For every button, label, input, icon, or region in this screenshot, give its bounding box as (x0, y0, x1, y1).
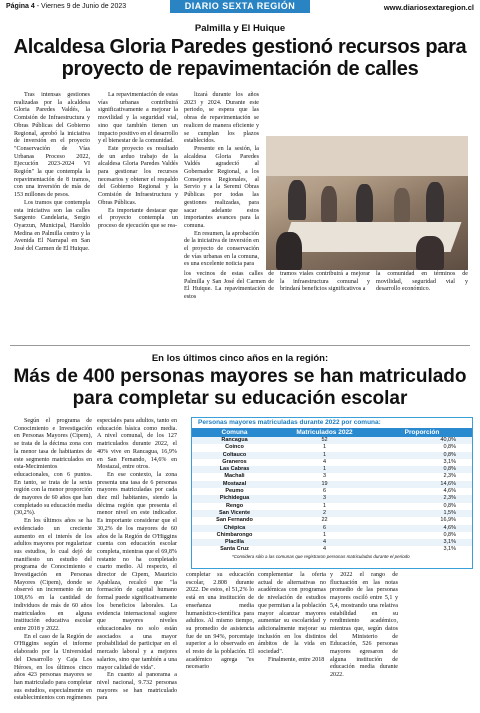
table-cell: 4,6% (443, 488, 456, 495)
table-cell: Rancagua (221, 437, 248, 443)
article2-column-5: y 2022 el rango de fluctuación en las notas promedio de las personas mayores osciló entre 5,1 y 5,4, mostrando una relativa estabilidad en su rendimiento académico, mientras que, según datos del Ministerio de Educación, 526 personas mayores egresaron de alguna institución de educación media durante 2022. (330, 572, 398, 679)
table-cell: 0,8% (443, 466, 456, 473)
newspaper-brand: DIARIO SEXTA REGIÓN (170, 0, 310, 13)
enrollment-table (191, 417, 473, 569)
table-cell: 1 (322, 531, 327, 538)
table-cell: 1 (322, 444, 327, 451)
table-cell: 3,1% (443, 546, 456, 553)
article1-column-3: lizará durante los años 2023 y 2024. Durante este periodo, se espera que las obras de repavimentación se realicen de manera eficiente y se cumplan los plazos establecidos. Presente en la sesión, la alcaldesa Gloria Paredes Valdés agradeció al Gobernador Regional, a los Consejeros Regionales, al Servio y a la Seremi Obras Públicas por todas las gestiones realizadas, para sacar adelante estos importantes avances para la comuna. En resumen, la aprobación de la iniciativa de inversión en el proyecto de conservación de vías urbanas en la comuna, es una excelente noticia para (184, 92, 259, 268)
table-row (192, 495, 472, 502)
table-cell: 4 (322, 546, 327, 553)
table-cell: Coltauco (222, 451, 247, 458)
article1-headline: Alcaldesa Gloria Paredes gestionó recursos para proyecto de repavimentación de calles (13, 36, 467, 80)
table-cell: 0,8% (443, 451, 456, 458)
table-row (192, 488, 472, 495)
table-body (192, 437, 472, 554)
article2-kicker: En los últimos cinco años en la región: (151, 353, 329, 364)
table-cell: Graneros (222, 458, 247, 465)
table-cell: 22 (321, 517, 328, 524)
article2-column-3: completar su educación escolar, 2.808 durante 2022. De estos, el 51,2% lo está en una institución de enseñanza media humanístico-científica para adultos. Al mismo tiempo, su promedio de asistencia fue de un 94%, porcentaje superior a lo observado en el resto de la población. El académico agrega "es necesario (186, 572, 254, 671)
page-number: Página 4 - Viernes 9 de Junio de 2023 (6, 3, 127, 10)
table-cell: 6 (322, 488, 327, 495)
table-cell: 16,9% (440, 517, 456, 524)
table-row (192, 437, 472, 444)
table-cell: 1,5% (443, 509, 456, 516)
table-cell: Chépica (223, 524, 246, 531)
table-title: Personas mayores matriculadas durante 2022 por comuna: (192, 418, 472, 428)
table-cell: Mostazal (222, 480, 247, 487)
table-row (192, 473, 472, 480)
table-cell: 3,1% (443, 458, 456, 465)
table-cell: San Fernando (216, 517, 253, 524)
table-footnote: *Considera sólo a las comunas que registraron personas matriculadas durante el periodo (232, 553, 410, 559)
article1-column-5: tramos viales contribuirá a mejorar la infraestructura comunal y brindará beneficios significativos a (280, 271, 370, 293)
article2-column-1: Según el programa de Conocimiento e Investigación en Personas Mayores (Cipem), se trata de la décima zona con la menor tasa de habitantes de este segmento matriculados en esta-Mecimientos educacionales, con 6 puntos. En tanto, se trata de la sexta región con la menor proporción de mayores de 60 años que han completado su educación media (30,2%). En los últimos años se ha evidenciado un creciente aumento en el interés de los adultos mayores por regularizar sus estudios, lo cual dejó de manifiesto un estudio del programa de Conocimiento e Investigación en Personas Mayores (Cipem), donde se observó un incremento de un 108,6% en la cantidad de individuos de más de 60 años matriculados en alguna institución educativa escolar entre 2018 y 2022. En el caso de la Región de O'Higgins según el informe elaborado por la Universidad del Desarrollo y Caja Los Héroes, en los últimos cinco años 423 personas mayores se han matriculado para completar sus estudios, especialmente en establecimientos con regímenes (14, 418, 93, 702)
table-cell: 4 (322, 458, 327, 465)
table-cell: 3 (322, 495, 327, 502)
table-row (192, 525, 472, 532)
table-cell: Rengo (225, 502, 244, 509)
table-cell: Las Cabras (219, 466, 250, 473)
article1-column-2: La repavimentación de estas vías urbanas contribuirá significativamente a mejorar la movilidad y la seguridad vial, sino que también tienen un impacto positivo en el desarrollo y el bienestar de la comunidad. Este proyecto es resultado de un arduo trabajo de la alcaldesa Gloria Paredes Valdés para gestionar los recursos necesarios y obtener el respaldo del Gobierno Regional y la Comisión de Infraestructura y Obras Públicas. Es importante destacar que el proyecto contempla un proceso de ejecución que se rea- (98, 92, 178, 229)
table-cell: Machali (224, 473, 245, 480)
table-cell: 0,8% (443, 531, 456, 538)
article2-headline: Más de 400 personas mayores se han matriculado para completar su educación escolar (13, 366, 467, 409)
table-row (192, 510, 472, 517)
table-row (192, 517, 472, 524)
table-row (192, 459, 472, 466)
table-cell: 4 (322, 539, 327, 546)
table-row (192, 481, 472, 488)
table-cell: 6 (322, 524, 327, 531)
table-cell: 52 (321, 437, 328, 443)
table-cell: Chimbarongo (216, 531, 253, 538)
table-cell: 2,3% (443, 495, 456, 502)
table-row (192, 503, 472, 510)
article2-column-4: complementar la oferta actual de alternativas no académicas con programas de nivelación de estudios que permitan a la población mayor alcanzar mayores aumentar su escolaridad y adicionalmente mejorar su inclusión en los distintos ámbitos de la vida en sociedad". Finalmente, entre 2018 (258, 572, 326, 663)
table-cell: Coinco (225, 444, 244, 451)
website-url[interactable]: www.diariosextaregion.cl (383, 3, 474, 12)
table-row (192, 452, 472, 459)
table-cell: 3,1% (443, 539, 456, 546)
table-row (192, 546, 472, 553)
table-cell: 0,8% (443, 502, 456, 509)
table-cell: 19 (321, 480, 328, 487)
table-cell: 1 (322, 466, 327, 473)
section-divider (10, 345, 470, 346)
article1-kicker: Palmilla y El Huique (194, 23, 286, 34)
page-header (0, 0, 480, 16)
table-cell: 1 (322, 451, 327, 458)
table-cell: San Vicente (218, 509, 251, 516)
article1-column-6: la comunidad en términos de movilidad, seguridad vial y desarrollo económico. (376, 271, 468, 293)
table-cell: 1 (322, 502, 327, 509)
table-row (192, 539, 472, 546)
table-cell: Pichidegua (219, 495, 250, 502)
article2-column-2: especiales para adultos, tanto en educación básica como media. A nivel comunal, de los 127 matriculados durante 2022, el 40% vive en Rancagua, 16,9% en San Fernando, 14,6% en Mostazal, entre otros. En ese contexto, la zona presenta una tasa de 6 personas mayores matriculadas por cada diez mil habitantes, siendo la décima región que presenta el menor nivel en este indicador. Es importante considerar que el 30,2% de los mayores de 60 años de la Región de O'Higgins cuenta con educación escolar completa, mientras que el 69,8% restante no ha completado cuarto medio. Al respecto, el director de Cipem, Mauricio Apablaza, recalcó que "la formación de capital humano formal puede significativamente los beneficios laborales. La evidencia internacional sugiere que mayores niveles educacionales no solo están asociados a una mayor probabilidad de participar en el mercado laboral y a mejores salarios, sino que también a una mayor calidad de vida". En cuanto al panorama a nivel nacional, 9.732 personas mayores se han matriculado para (97, 418, 177, 702)
table-cell: 0,8% (443, 444, 456, 451)
meeting-photo (266, 136, 468, 270)
table-cell: Peumo (225, 488, 244, 495)
table-cell: 4,6% (443, 524, 456, 531)
table-cell: 40,0% (440, 437, 456, 443)
table-row (192, 532, 472, 539)
table-header: Comuna Matriculados 2022 Proporción (192, 428, 472, 437)
table-row (192, 444, 472, 451)
table-cell: Santa Cruz (220, 546, 249, 553)
table-cell: 2,3% (443, 473, 456, 480)
table-cell: Placilla (225, 539, 244, 546)
article1-column-4: los vecinos de estas calles de Palmilla y San José del Carmen de El Huique. La repavimentación de estos (184, 271, 274, 301)
table-row (192, 466, 472, 473)
table-cell: 14,6% (440, 480, 456, 487)
article1-column-1: Tras intensas gestiones realizadas por la alcaldesa Gloria Paredes Valdés, la Comisión de Infraestructura y Obras Públicas del Gobierno Regional, aprobó la iniciativa de inversión en el proyecto "Conservación de Vías Urbanas Proceso 2022, Ejecución 2023-2024 VI Región" la que contempla la repavimentación de 8 tramos, con una inversión de más de 153 millones de pesos. Los tramos que contempla esta iniciativa son las calles Sargento Candelaria, Sergio Oyarzun, Municipal, Haroldo Medina en Palmilla centro y la Avenida El Narrapal en San José del Carmen de El Huique. (14, 92, 90, 253)
table-cell: 3 (322, 473, 327, 480)
table-cell: 2 (322, 509, 327, 516)
